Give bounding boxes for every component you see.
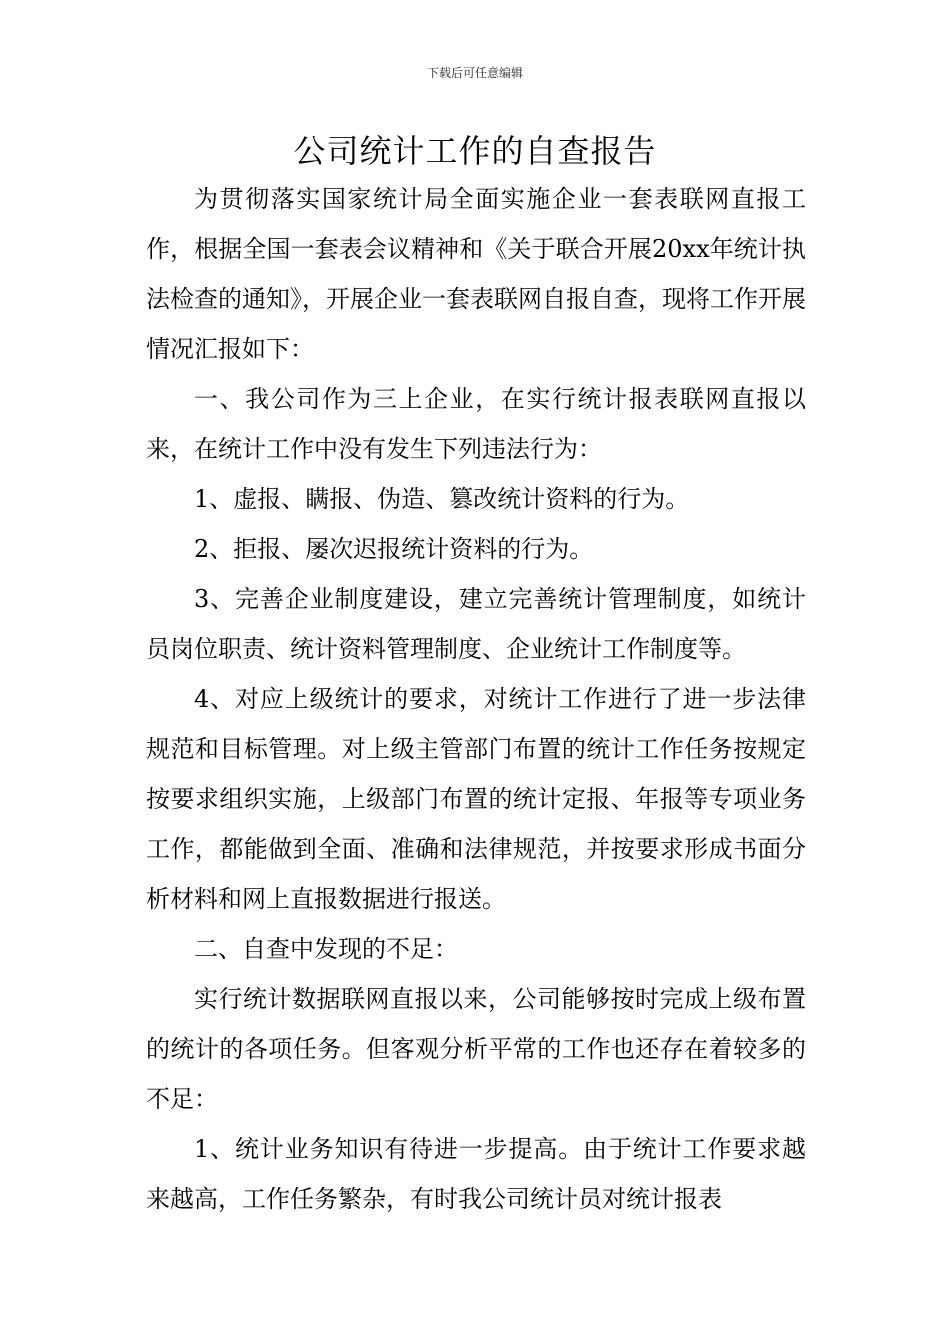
paragraph-item-2: 2、拒报、屡次迟报统计资料的行为。 (194, 535, 594, 563)
paragraph-item-3: 3、完善企业制度建设，建立完善统计管理制度，如统计员岗位职责、统计资料管理制度、企业统计工作制度等。 (146, 585, 806, 663)
paragraph-item-1: 1、虚报、瞒报、伪造、篡改统计资料的行为。 (194, 485, 690, 513)
paragraph-intro: 为贯彻落实国家统计局全面实施企业一套表联网直报工作，根据全国一套表会议精神和《关于联合开展20xx年统计执法检查的通知》，开展企业一套表联网自报自查，现将工作开展情况汇报如下： (146, 185, 806, 363)
header-note: 下载后可任意编辑 (426, 66, 523, 80)
paragraph-shortcomings-intro: 实行统计数据联网直报以来，公司能够按时完成上级布置的统计的各项任务。但客观分析平常的工作也还存在着较多的不足： (146, 985, 806, 1113)
paragraph-section-one: 一、我公司作为三上企业，在实行统计报表联网直报以来，在统计工作中没有发生下列违法行为： (146, 385, 806, 463)
paragraph-section-two: 二、自查中发现的不足： (194, 935, 458, 963)
document-body (146, 174, 806, 1224)
paragraph-item-4: 4、对应上级统计的要求，对统计工作进行了进一步法律规范和目标管理。对上级主管部门布置的统计工作任务按规定按要求组织实施，上级部门布置的统计定报、年报等专项业务工作，都能做到全面、准确和法律规范，并按要求形成书面分析材料和网上直报数据进行报送。 (146, 685, 806, 913)
paragraph-shortcoming-1: 1、统计业务知识有待进一步提高。由于统计工作要求越来越高，工作任务繁杂，有时我公司统计员对统计报表 (146, 1135, 806, 1213)
document-title: 公司统计工作的自查报告 (293, 132, 657, 170)
